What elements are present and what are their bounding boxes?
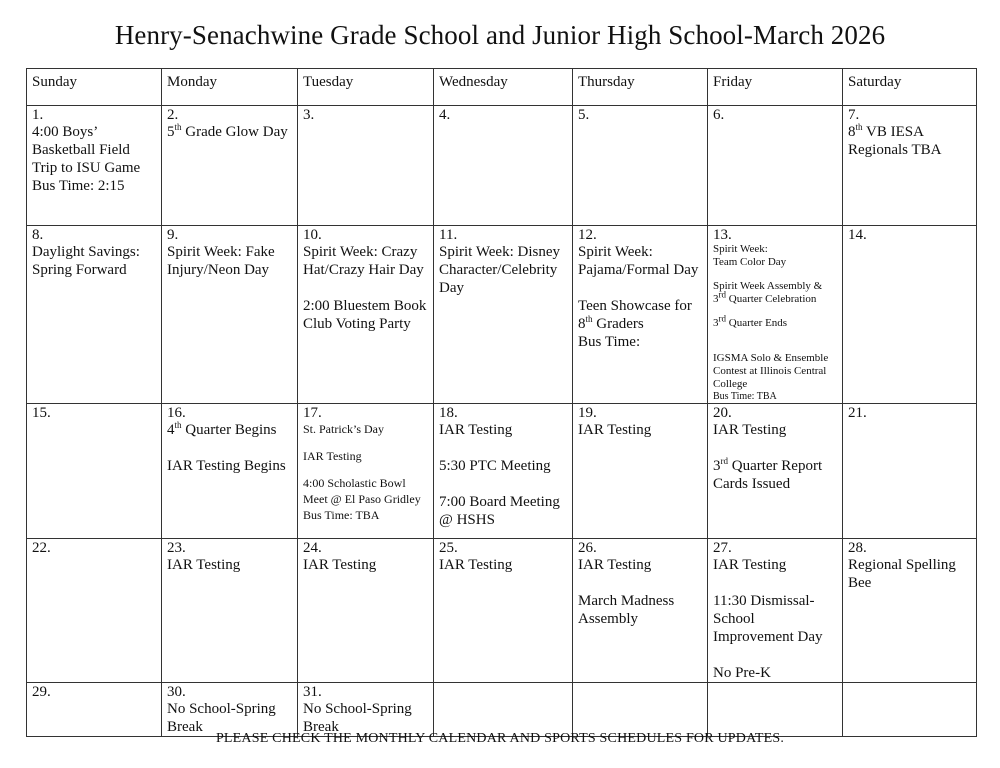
empty-cell <box>434 683 573 737</box>
day-cell-13 <box>708 226 843 404</box>
day-number: 29. <box>32 684 51 700</box>
event: Spirit Week: <box>713 243 768 255</box>
day-number: 24. <box>303 540 322 556</box>
page-title: Henry-Senachwine Grade School and Junior High School-March 2026 <box>114 20 886 50</box>
day-number: 20. <box>713 405 732 421</box>
day-cell-26 <box>573 539 708 683</box>
footer-note: PLEASE CHECK THE MONTHLY CALENDAR AND SPORTS SCHEDULES FOR UPDATES. <box>215 731 785 746</box>
day-cell-24 <box>298 539 434 683</box>
day-number: 1. <box>32 107 44 123</box>
event: 2:00 Bluestem Book Club Voting Party <box>303 298 427 332</box>
day-number: 3. <box>303 107 315 123</box>
day-number: 14. <box>848 227 867 243</box>
day-number: 2. <box>167 107 179 123</box>
event: IAR Testing <box>713 422 787 438</box>
day-cell-23 <box>162 539 298 683</box>
day-cell-22 <box>27 539 162 683</box>
event: Teen Showcase for 8th Graders <box>578 298 692 332</box>
day-number: 27. <box>713 540 732 556</box>
event: Spirit Week Assembly & <box>713 280 823 292</box>
day-number: 25. <box>439 540 458 556</box>
event: IAR Testing <box>578 557 652 573</box>
week-row <box>27 539 977 683</box>
event: No School-Spring Break <box>303 701 412 735</box>
day-number: 23. <box>167 540 186 556</box>
week-row <box>27 404 977 539</box>
empty-cell <box>573 683 708 737</box>
weekday-sunday: Sunday <box>27 69 162 106</box>
calendar-grid <box>26 68 977 737</box>
day-cell-21 <box>843 404 977 539</box>
event: Spirit Week: Fake Injury/Neon Day <box>167 244 275 278</box>
day-cell-11 <box>434 226 573 404</box>
day-cell-28 <box>843 539 977 683</box>
day-number: 17. <box>303 405 322 421</box>
event: Bus Time: <box>578 334 641 350</box>
week-row <box>27 683 977 737</box>
day-number: 4. <box>439 107 451 123</box>
week-row <box>27 106 977 226</box>
event: IAR Testing Begins <box>167 458 286 474</box>
event: 3rd Quarter Celebration <box>713 289 817 305</box>
day-cell-5 <box>573 106 708 226</box>
day-cell-8 <box>27 226 162 404</box>
weekday-thursday: Thursday <box>573 69 708 106</box>
event: IAR Testing <box>303 557 377 573</box>
day-number: 15. <box>32 405 51 421</box>
day-number: 13. <box>713 227 732 243</box>
event: March Madness Assembly <box>578 593 675 627</box>
weekday-friday: Friday <box>708 69 843 106</box>
day-cell-1 <box>27 106 162 226</box>
weekday-header-row <box>27 69 977 106</box>
day-number: 9. <box>167 227 179 243</box>
event: IAR Testing <box>578 422 652 438</box>
event: IAR Testing <box>439 422 513 438</box>
event: IAR Testing <box>439 557 513 573</box>
event: IGSMA Solo & Ensemble Contest at Illinois Central College <box>713 352 829 390</box>
day-number: 10. <box>303 227 322 243</box>
day-cell-17 <box>298 404 434 539</box>
day-number: 30. <box>167 684 186 700</box>
day-cell-29 <box>27 683 162 737</box>
day-cell-16 <box>162 404 298 539</box>
event: 7:00 Board Meeting @ HSHS <box>439 494 560 528</box>
day-number: 22. <box>32 540 51 556</box>
event: Bus Time: TBA <box>713 391 777 402</box>
day-cell-18 <box>434 404 573 539</box>
day-number: 18. <box>439 405 458 421</box>
event: 3rd Quarter Ends <box>713 313 788 329</box>
week-row <box>27 226 977 404</box>
day-number: 19. <box>578 405 597 421</box>
event: St. Patrick’s Day <box>303 422 384 436</box>
event: No School-Spring Break <box>167 701 276 735</box>
event: 4th Quarter Begins <box>167 420 277 438</box>
day-number: 12. <box>578 227 597 243</box>
day-cell-2 <box>162 106 298 226</box>
day-number: 5. <box>578 107 590 123</box>
event: 5th Grade Glow Day <box>167 122 288 140</box>
day-number: 28. <box>848 540 867 556</box>
event: Spirit Week: Crazy Hat/Crazy Hair Day <box>303 244 424 278</box>
day-cell-31 <box>298 683 434 737</box>
event: 4:00 Scholastic Bowl Meet @ El Paso Gridley <box>303 476 421 506</box>
day-cell-14 <box>843 226 977 404</box>
event: IAR Testing <box>167 557 241 573</box>
day-cell-3 <box>298 106 434 226</box>
day-number: 16. <box>167 405 186 421</box>
event: 8th VB IESA Regionals TBA <box>848 122 942 158</box>
day-number: 8. <box>32 227 44 243</box>
event: Bus Time: 2:15 <box>32 178 125 194</box>
event: IAR Testing <box>713 557 787 573</box>
day-cell-27 <box>708 539 843 683</box>
day-cell-20 <box>708 404 843 539</box>
event: IAR Testing <box>303 449 362 463</box>
day-number: 26. <box>578 540 597 556</box>
empty-cell <box>843 683 977 737</box>
event: Regional Spelling Bee <box>848 557 956 591</box>
event: 4:00 Boys’ Basketball Field Trip to ISU Game <box>32 124 141 176</box>
day-cell-9 <box>162 226 298 404</box>
day-number: 11. <box>439 227 458 243</box>
event: 5:30 PTC Meeting <box>439 458 551 474</box>
day-cell-4 <box>434 106 573 226</box>
weekday-tuesday: Tuesday <box>298 69 434 106</box>
empty-cell <box>708 683 843 737</box>
event: No Pre-K <box>713 665 771 681</box>
day-cell-25 <box>434 539 573 683</box>
weekday-saturday: Saturday <box>843 69 977 106</box>
day-cell-10 <box>298 226 434 404</box>
weekday-monday: Monday <box>162 69 298 106</box>
day-number: 21. <box>848 405 867 421</box>
event: Daylight Savings: Spring Forward <box>32 244 140 278</box>
weekday-wednesday: Wednesday <box>434 69 573 106</box>
day-number: 6. <box>713 107 725 123</box>
day-number: 7. <box>848 107 860 123</box>
event: Spirit Week: Pajama/Formal Day <box>578 244 699 278</box>
day-cell-19 <box>573 404 708 539</box>
day-cell-7 <box>843 106 977 226</box>
event: 3rd Quarter Report Cards Issued <box>713 456 823 492</box>
event: Bus Time: TBA <box>303 508 380 522</box>
day-cell-6 <box>708 106 843 226</box>
day-cell-12 <box>573 226 708 404</box>
day-number: 31. <box>303 684 322 700</box>
event: Spirit Week: Disney Character/Celebrity Day <box>439 244 561 296</box>
event: 11:30 Dismissal-School Improvement Day <box>713 593 823 645</box>
event: Team Color Day <box>713 256 787 268</box>
day-cell-30 <box>162 683 298 737</box>
day-cell-15 <box>27 404 162 539</box>
